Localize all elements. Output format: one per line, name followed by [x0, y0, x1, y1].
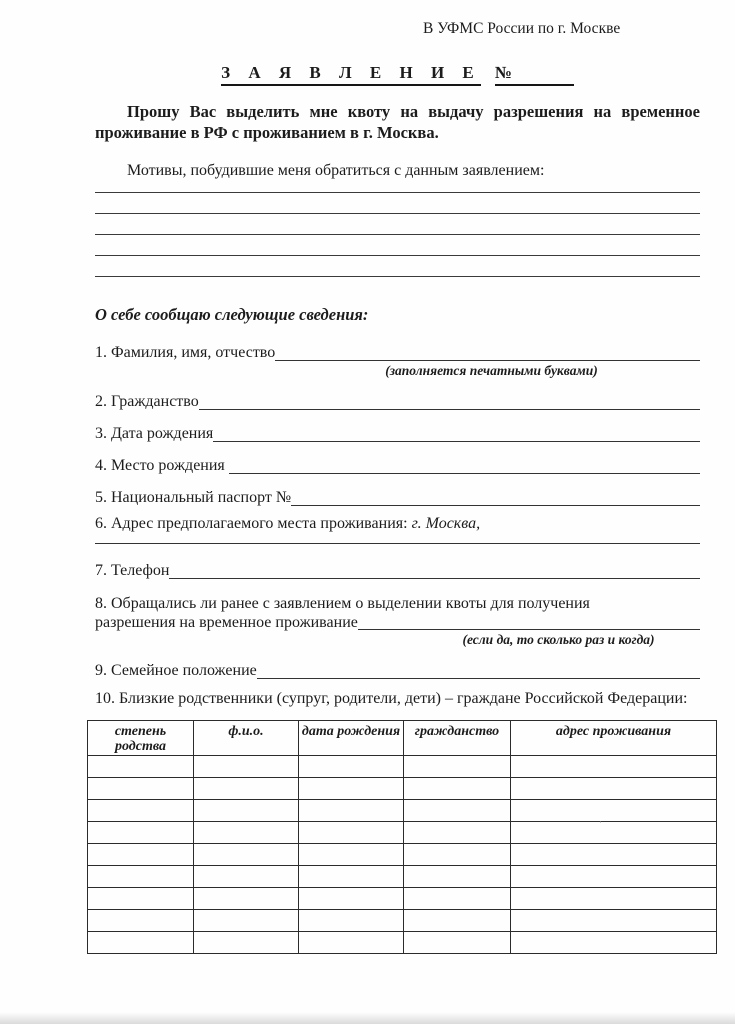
relatives-table-empty-cell: [511, 888, 717, 910]
relatives-table-empty-cell: [404, 888, 511, 910]
field-phone-label: 7. Телефон: [95, 562, 170, 579]
field-marital-status-label: 9. Семейное положение: [95, 662, 257, 679]
field-full-name-caption: (заполняется печатными буквами): [385, 363, 598, 378]
field-prior-applications-blank: [358, 613, 700, 630]
field-prior-applications-caption: (если да, то сколько раз и когда): [462, 632, 655, 647]
scan-edge-shadow: [0, 1012, 735, 1024]
motives-label: Мотивы, побудившие меня обратиться с данным заявлением:: [127, 162, 545, 179]
relatives-table-empty-cell: [511, 910, 717, 932]
field-phone-blank: [169, 560, 700, 579]
relatives-table-empty-cell: [404, 778, 511, 800]
motives-blank-lines: [95, 172, 700, 277]
relatives-table-empty-row: [88, 800, 717, 822]
relatives-table-empty-cell: [88, 910, 194, 932]
relatives-header-address: адрес проживания: [511, 721, 717, 756]
relatives-header-birth-date: дата рождения: [299, 721, 404, 756]
relatives-table-empty-cell: [299, 932, 404, 954]
relatives-header-citizenship: гражданство: [404, 721, 511, 756]
relatives-table-empty-row: [88, 778, 717, 800]
scan-artifact: ·: [599, 817, 602, 827]
relatives-table-empty-cell: [194, 778, 299, 800]
relatives-table-empty-cell: [404, 756, 511, 778]
relatives-table-empty-row: [88, 756, 717, 778]
relatives-table-empty-cell: [511, 800, 717, 822]
relatives-header-name: ф.и.о.: [194, 721, 299, 756]
relatives-table-body: [88, 756, 717, 954]
field-passport-label: 5. Национальный паспорт №: [95, 489, 292, 506]
field-address-blank: [95, 534, 700, 544]
relatives-table-empty-cell: [88, 778, 194, 800]
relatives-table-empty-cell: [511, 866, 717, 888]
relatives-table-empty-cell: [88, 866, 194, 888]
field-passport: [95, 487, 700, 508]
field-citizenship-blank: [199, 391, 700, 410]
field-full-name: [95, 342, 700, 363]
relatives-table-empty-cell: [404, 822, 511, 844]
recipient-line: В УФМС России по г. Москве: [423, 20, 621, 37]
relatives-table-empty-cell: [88, 888, 194, 910]
relatives-table-empty-cell: [194, 822, 299, 844]
field-address: [95, 513, 700, 534]
field-prior-applications-line2: [95, 613, 700, 632]
relatives-table-empty-cell: [299, 778, 404, 800]
relatives-table-empty-cell: [511, 778, 717, 800]
relatives-table-empty-row: [88, 844, 717, 866]
relatives-table-empty-cell: [299, 822, 404, 844]
field-prior-applications-line2-label: разрешения на временное проживание: [95, 614, 358, 631]
relatives-table-empty-cell: [299, 756, 404, 778]
motives-blank-line: [95, 214, 700, 235]
field-passport-blank: [291, 487, 700, 506]
field-citizenship-label: 2. Гражданство: [95, 393, 199, 410]
section-heading: О себе сообщаю следующие сведения:: [95, 305, 369, 324]
field-prior-applications-line1: 8. Обращались ли ранее с заявлением о выделении квоты для получения: [95, 595, 590, 612]
relatives-table-empty-cell: [404, 910, 511, 932]
field-address-label: 6. Адрес предполагаемого места проживания:: [95, 515, 408, 532]
field-address-city: г. Москва,: [407, 515, 481, 532]
relatives-table-empty-cell: [404, 932, 511, 954]
relatives-table-empty-cell: [88, 844, 194, 866]
motives-blank-line: [95, 235, 700, 256]
relatives-table-empty-cell: [194, 800, 299, 822]
motives-blank-line: [95, 193, 700, 214]
field-marital-status: [95, 660, 700, 681]
relatives-table-empty-row: [88, 888, 717, 910]
relatives-table-empty-cell: [194, 910, 299, 932]
field-full-name-blank: [275, 342, 700, 361]
relatives-table-empty-cell: [511, 932, 717, 954]
field-marital-status-blank: [257, 660, 700, 679]
relatives-table-empty-cell: [299, 800, 404, 822]
field-birth-date-blank: [213, 423, 700, 442]
relatives-table-empty-cell: [404, 866, 511, 888]
relatives-table-empty-cell: [511, 844, 717, 866]
field-birth-date-label: 3. Дата рождения: [95, 425, 214, 442]
relatives-table-empty-cell: [88, 756, 194, 778]
relatives-table-empty-cell: [404, 844, 511, 866]
motives-blank-line: [95, 256, 700, 277]
request-paragraph: Прошу Вас выделить мне квоту на выдачу разрешения на временное проживание в РФ с проживанием в г. Москва.: [95, 102, 700, 142]
relatives-table-empty-row: [88, 910, 717, 932]
document-title: З А Я В Л Е Н И Е: [221, 63, 481, 86]
relatives-table-empty-cell: [88, 932, 194, 954]
relatives-table-empty-cell: [299, 910, 404, 932]
relatives-table-empty-row: [88, 822, 717, 844]
field-prior-applications: [95, 594, 700, 647]
relatives-table-empty-cell: [194, 932, 299, 954]
relatives-table-empty-cell: [299, 888, 404, 910]
relatives-table-empty-cell: [299, 844, 404, 866]
relatives-table-empty-cell: [194, 888, 299, 910]
relatives-table: [87, 720, 717, 954]
document-title-row: [95, 63, 700, 83]
field-birth-place-blank: [229, 455, 700, 474]
relatives-table-empty-row: [88, 866, 717, 888]
relatives-table-empty-cell: [88, 800, 194, 822]
relatives-table-empty-cell: [194, 844, 299, 866]
relatives-table-empty-cell: [299, 866, 404, 888]
field-phone: [95, 560, 700, 581]
field-birth-place-label: 4. Место рождения: [95, 457, 229, 474]
relatives-table-empty-cell: [194, 756, 299, 778]
field-relatives-label: 10. Близкие родственники (супруг, родители, дети) – граждане Российской Федерации:: [95, 690, 688, 707]
field-birth-date: [95, 423, 700, 444]
relatives-table-empty-cell: [194, 866, 299, 888]
relatives-table-empty-cell: [511, 822, 717, 844]
field-full-name-label: 1. Фамилия, имя, отчество: [95, 344, 276, 361]
relatives-header-kinship: степень родства: [88, 721, 194, 756]
relatives-table-header-row: [88, 721, 717, 756]
document-number-blank: №: [495, 63, 574, 86]
field-citizenship: [95, 391, 700, 412]
relatives-table-empty-cell: [404, 800, 511, 822]
field-birth-place: [95, 455, 700, 476]
relatives-table-empty-cell: [88, 822, 194, 844]
relatives-table-empty-cell: [511, 756, 717, 778]
relatives-table-empty-row: [88, 932, 717, 954]
